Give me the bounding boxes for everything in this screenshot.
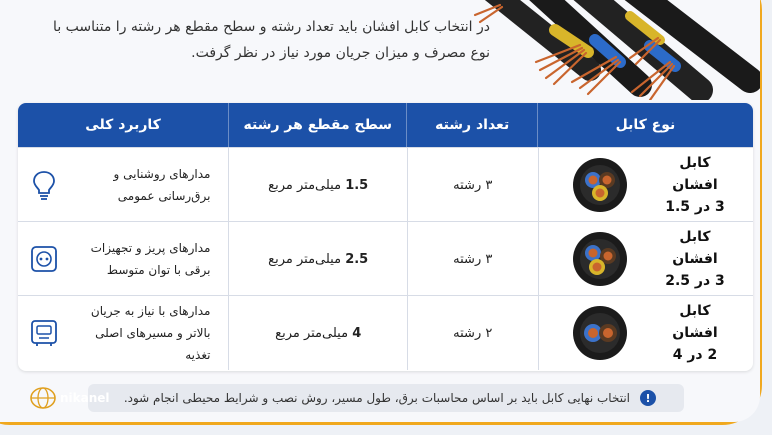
usage-text — [84, 163, 210, 207]
cable-type-label — [655, 226, 735, 292]
cross-section-value — [275, 326, 361, 341]
strand-count: ۳ رشته — [453, 251, 493, 267]
table-row — [18, 221, 753, 296]
usage-line: برق‌رسانی عمومی — [117, 189, 211, 203]
cable-table — [18, 103, 753, 371]
cable-cross-section-image — [573, 306, 627, 360]
cross-section-cell — [228, 222, 406, 296]
table-row — [18, 147, 753, 222]
cross-section-cell — [228, 296, 406, 370]
cable-type-label — [655, 300, 735, 366]
usage-line: برقی با توان متوسط — [106, 263, 211, 277]
cross-section-number: 1.5 — [345, 177, 369, 193]
cable-type-cell — [538, 296, 753, 370]
cable-cross-section-image — [573, 232, 627, 286]
cable-cross-section-image — [573, 158, 627, 212]
strand-count: ۳ رشته — [453, 177, 493, 193]
table-header — [18, 103, 753, 147]
cross-section-unit: میلی‌متر مربع — [268, 177, 342, 193]
electrical-panel-icon — [28, 317, 60, 349]
cable-type-cell — [538, 222, 753, 296]
usage-text — [84, 300, 210, 366]
globe-logo-icon — [30, 387, 56, 409]
usage-text — [84, 237, 210, 281]
header-cross-section: سطح مقطع هر رشته — [228, 103, 406, 147]
cable-type-spec: 3 در 1.5 — [665, 199, 725, 215]
cross-section-number: 2.5 — [345, 251, 369, 267]
header-strand-count: تعداد رشته — [406, 103, 536, 147]
table-row — [18, 295, 753, 370]
cross-section-value — [268, 252, 368, 267]
header-cable-type: نوع کابل — [537, 103, 753, 147]
usage-line: مدارهای با نیاز به جریان — [90, 304, 211, 318]
cable-type-spec: 2 در 4 — [672, 347, 718, 363]
intro-paragraph: در انتخاب کابل افشان باید تعداد رشته و سطح مقطع هر رشته را متناسب با نوع مصرف و میزان جریان مورد نیاز در نظر گرفت. — [53, 19, 490, 61]
cross-section-cell — [228, 148, 406, 222]
cable-type-name: کابل افشان — [672, 155, 718, 193]
strand-count: ۲ رشته — [453, 325, 493, 341]
info-icon: ! — [640, 390, 656, 406]
usage-line: مدارهای پریز و تجهیزات — [90, 241, 211, 255]
usage-cell — [18, 296, 228, 370]
cross-section-unit: میلی‌متر مربع — [275, 325, 349, 341]
brand-logo — [30, 386, 200, 410]
power-socket-icon — [28, 243, 60, 275]
cross-section-value — [268, 178, 368, 193]
cable-type-cell — [538, 148, 753, 222]
strand-count-cell — [407, 148, 538, 222]
cable-type-name: کابل افشان — [672, 303, 718, 341]
strand-count-cell — [407, 296, 538, 370]
cable-type-name: کابل افشان — [672, 229, 718, 267]
usage-cell — [18, 148, 228, 222]
cross-section-unit: میلی‌متر مربع — [268, 251, 342, 267]
lightbulb-icon — [28, 169, 60, 201]
logo-text: nikanel — [60, 391, 110, 405]
cables-illustration — [470, 0, 760, 100]
cable-type-spec: 3 در 2.5 — [665, 273, 725, 289]
usage-cell — [18, 222, 228, 296]
header-usage: کاربرد کلی — [85, 117, 161, 133]
usage-line: مدارهای روشنایی و — [113, 167, 211, 181]
note-text: انتخاب نهایی کابل باید بر اساس محاسبات برق، طول مسیر، روش نصب و شرایط محیطی انجام شود. — [123, 391, 630, 405]
usage-line: بالاتر و مسیرهای اصلی تغذیه — [95, 326, 211, 362]
cross-section-number: 4 — [352, 325, 362, 341]
cable-type-label — [655, 152, 735, 218]
strand-count-cell — [407, 222, 538, 296]
